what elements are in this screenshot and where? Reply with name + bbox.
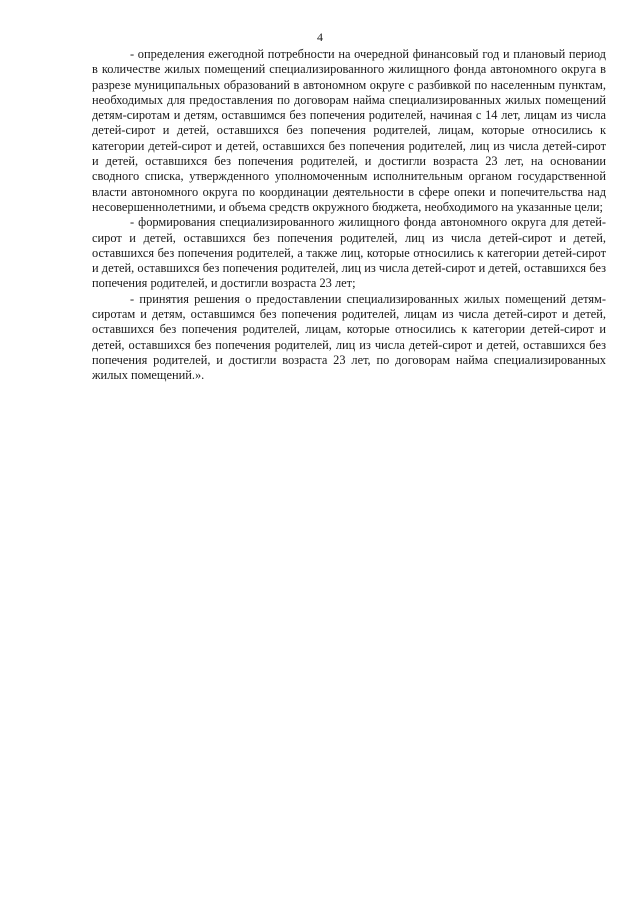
page-number: 4 — [317, 30, 323, 44]
paragraph-housing-provision-decision: - принятия решения о предоставлении специализированных жилых помещений детям-сиротам и детям, оставшимся без попечения родителей, лицам из числа детей-сирот и детей, оставшихся без попечения родителей, лицам, которые относились к категории детей-сирот и детей, оставшихся без попечения родителей, лиц из числа детей-сирот и детей, оставшихся без попечения родителей, и достигли возраста 23 лет, по договорам найма специализированных жилых помещений.». — [92, 291, 606, 383]
document-body — [92, 47, 606, 384]
paragraph-annual-need: - определения ежегодной потребности на очередной финансовый год и плановый период в количестве жилых помещений специализированного жилищного фонда автономного округа в разрезе муниципальных образований в автономном округе с разбивкой по населенным пунктам, необходимых для предоставления по договорам найма специализированных жилых помещений детям-сиротам и детям, оставшимся без попечения родителей, начиная с 14 лет, лицам из числа детей-сирот и детей, оставшихся без попечения родителей, лицам, которые относились к категории детей-сирот и детей, оставшихся без попечения родителей, лиц из числа детей-сирот и детей, оставшихся без попечения родителей, и достигли возраста 23 лет, на основании сводного списка, утвержденного уполномоченным исполнительным органом государственной власти автономного округа по координации деятельности в сфере опеки и попечительства над несовершеннолетними, и объема средств окружного бюджета, необходимого на указанные цели; — [92, 47, 606, 214]
paragraph-housing-fund-formation: - формирования специализированного жилищного фонда автономного округа для детей-сирот и детей, оставшихся без попечения родителей, лиц из числа детей-сирот и детей, оставшихся без попечения родителей, а также лиц, которые относились к категории детей-сирот и детей, оставшихся без попечения родителей, лиц из числа детей-сирот и детей, оставшихся без попечения родителей, и достигли возраста 23 лет; — [92, 215, 606, 291]
